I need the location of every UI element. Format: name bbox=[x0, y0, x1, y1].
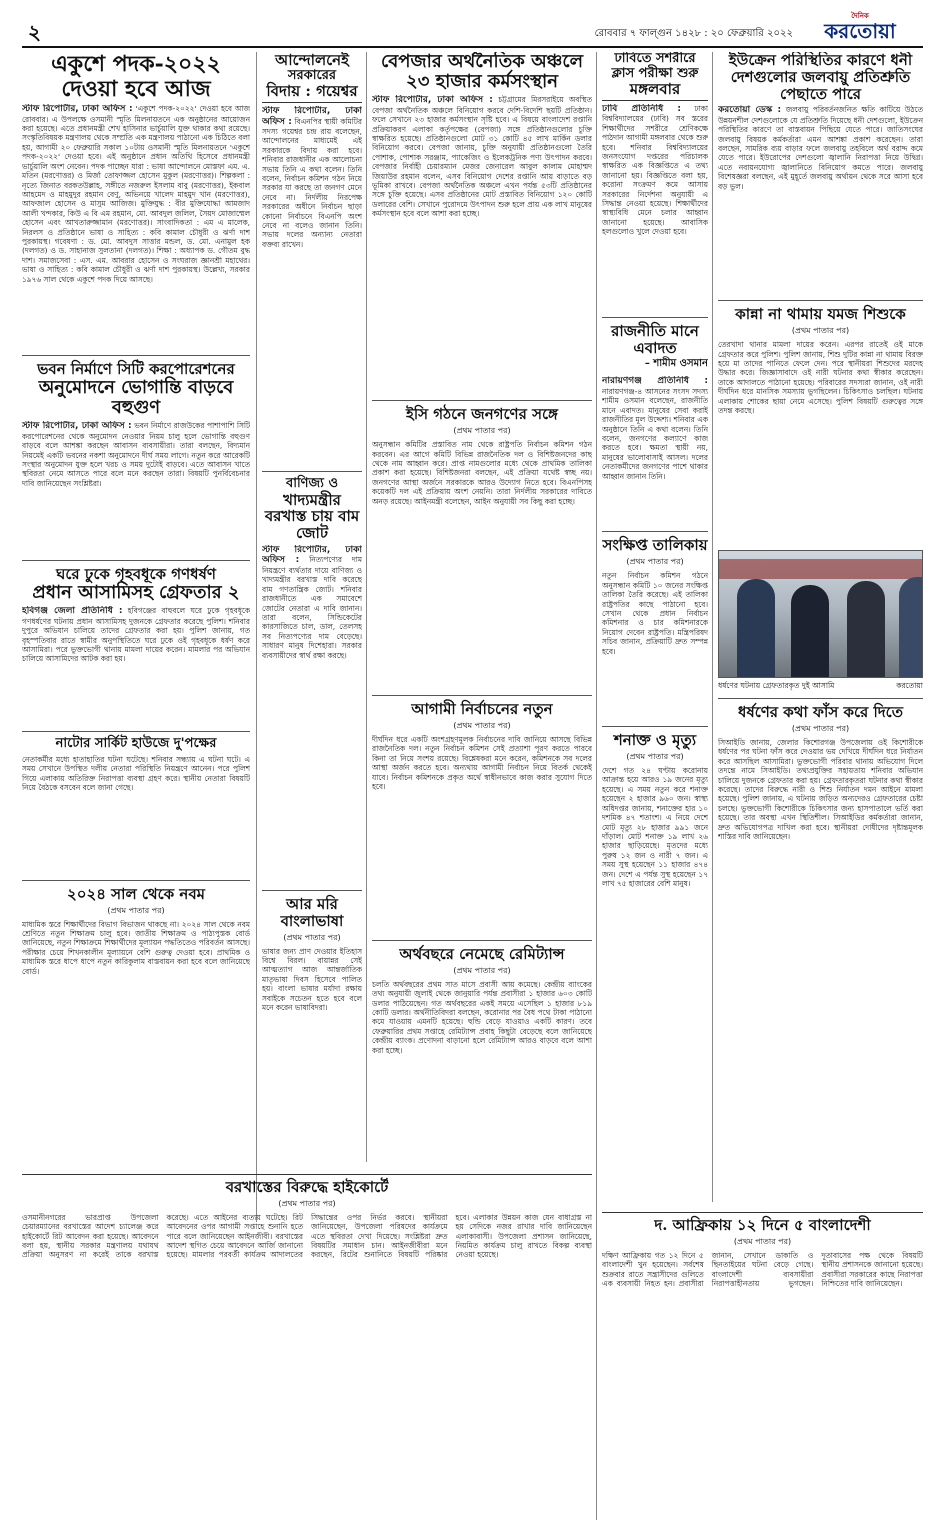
article-body: দীর্ঘদিন ধরে একটি অংশগ্রহণমূলক নির্বাচনের দাবি জানিয়ে আসছে বিভিন্ন রাজনৈতিক দল। নতুন নির্বাচন কমিশন সেই প্রত্যাশা পূরণ করতে পারবে কিনা তা নিয়ে সংশয় রয়েছে। বিশ্লেষকরা মনে করেন, কমিশনকে সব দলের আস্থা অর্জন করতে হবে। অন্যথায় আগামী নির্বাচন নিয়ে বিতর্ক থেকেই যাবে। নির্বাচন কমিশনকে প্রকৃত অর্থে স্বাধীনভাবে কাজ করার সুযোগ দিতে হবে। bbox=[372, 734, 592, 791]
kicker: বাণিজ্য ও bbox=[285, 476, 339, 492]
headline: রাজনীতি মানে এবাদত bbox=[611, 321, 699, 357]
headline: একুশে পদক-২০২২ দেওয়া হবে আজ bbox=[51, 52, 221, 102]
byline: স্টাফ রিপোর্টার, ঢাকা অফিস : bbox=[22, 421, 132, 432]
article-text: চট্টগ্রামের মিরসরাইয়ে অবস্থিত বেপজা অর্থনৈতিক অঞ্চলে বিনিয়োগ করবে দেশি-বিদেশি ছয়টি প্রতিষ্ঠান। ফলে সেখানে ২৩ হাজার কর্মসংস্থান সৃষ্টি হবে। এ বিষয়ে বাংলাদেশ রপ্তানি প্রক্রিয়াকরণ এলাকা কর্তৃপক্ষের (বেপজা) সঙ্গে প্রতিষ্ঠানগুলোর চুক্তি স্বাক্ষরিত হয়েছে। প্রতিষ্ঠানগুলো মোট ৩১ কোটি ৪৫ লাখ মার্কিন ডলার বিনিয়োগ করবে। বেপজা জানায়, চুক্তি অনুযায়ী প্রতিষ্ঠানগুলো তৈরি পোশাক, পোশাক সরঞ্জাম, প্যাকেজিং ও ইলেকট্রনিক পণ্য উৎপাদন করবে। বেপজার নির্বাহী চেয়ারম্যান মেজর জেনারেল আবুল কালাম মোহাম্মদ জিয়াউর রহমান বলেন, এসব বিনিয়োগ দেশের রপ্তানি আয় বাড়াতে বড় ভূমিকা রাখবে। বেপজা অর্থনৈতিক অঞ্চলে এখন পর্যন্ত ৫৩টি প্রতিষ্ঠানের সঙ্গে চুক্তি হয়েছে। এসব প্রতিষ্ঠানের মোট প্রস্তাবিত বিনিয়োগ ১২০ কোটি ডলারের বেশি। সেখানে পুরোদমে উৎপাদন শুরু হলে প্রায় এক লাখ মানুষের কর্মসংস্থান হবে বলে আশা করা হচ্ছে। bbox=[372, 95, 592, 219]
article-body: তেরখাদা থানার মামলা দায়ের করেন। এরপর রাতেই ওই মাকে গ্রেফতার করে পুলিশ। পুলিশ জানায়, শিশু দুটির কান্না না থামায় বিরক্ত হয়ে মা তাদের পানিতে ফেলে দেন। পরে স্থানীয়রা শিশুদের মরদেহ উদ্ধার করে। জিজ্ঞাসাবাদে ওই নারী ঘটনার কথা স্বীকার করেছেন। তাকে আদালতে পাঠানো হয়েছে। পরিবারের সদস্যরা জানান, ওই নারী দীর্ঘদিন ধরে মানসিক সমস্যায় ভুগছিলেন। চিকিৎসাও চলছিল। ঘটনায় এলাকায় শোকের ছায়া নেমে এসেছে। পুলিশ বিষয়টি গুরুত্বের সঙ্গে তদন্ত করছে। bbox=[718, 340, 923, 416]
person-figure bbox=[899, 577, 923, 677]
article-remittance bbox=[372, 946, 592, 1162]
article-ec-formation bbox=[372, 406, 592, 690]
logo-small: দৈনিক bbox=[851, 12, 869, 20]
divider bbox=[262, 471, 362, 472]
article-body bbox=[372, 95, 592, 395]
byline: হবিগঞ্জ জেলা প্রতিনিধি : bbox=[22, 606, 123, 617]
article-body: নেতাকর্মীর মধ্যে হাতাহাতির ঘটনা ঘটেছে। শনিবার সন্ধ্যায় এ ঘটনা ঘটে। এ সময় সেখানে উপস্থিত দলীয় নেতারা পরিস্থিতি নিয়ন্ত্রণে আনেন। পরে পুলিশ গিয়ে এলাকায় অতিরিক্ত নিরাপত্তা ব্যবস্থা গ্রহণ করে। স্থানীয় নেতারা বিষয়টি নিয়ে বৈঠকে বসবেন বলে জানা গেছে। bbox=[22, 754, 250, 793]
article-body: নতুন নির্বাচন কমিশন গঠনে অনুসন্ধান কমিটি ১০ জনের সংক্ষিপ্ত তালিকা তৈরি করেছে। এই তালিকা রাষ্ট্রপতির কাছে পাঠানো হবে। সেখান থেকে প্রধান নির্বাচন কমিশনার ও চার কমিশনারকে নিয়োগ দেবেন রাষ্ট্রপতি। মন্ত্রিপরিষদ সচিব জানান, প্রক্রিয়াটি দ্রুত সম্পন্ন হবে। bbox=[602, 571, 708, 656]
kicker: ঢাবিতে সশরীরে bbox=[614, 52, 696, 66]
article-text: ভবন নির্মাণে রাজউকের পাশাপাশি সিটি করপোরেশনের থেকে অনুমোদন নেওয়ার নিয়ম চালু হলে ভোগান্তি বহুগুণ বাড়বে বলে আশঙ্কা করছেন আবাসন ব্যবসায়ীরা। তারা বলছেন, বিদ্যমান নিয়মেই একটি ভবনের নকশা অনুমোদনে দীর্ঘ সময় লাগে। নতুন করে আরেকটি সংস্থার অনুমোদন যুক্ত হলে খরচ ও সময় দুটোই বাড়বে। এতে আবাসন খাতে স্থবিরতা নেমে আসতে পারে বলে মনে করছেন তারা। বিষয়টি পুনর্বিবেচনার দাবি জানিয়েছেন সংশ্লিষ্টরা। bbox=[22, 421, 250, 488]
column-2 bbox=[262, 52, 362, 1162]
bottom-article-south-africa bbox=[602, 1212, 923, 1512]
divider bbox=[602, 531, 708, 532]
continuation-note: (প্রথম পাতার পর) bbox=[107, 905, 165, 915]
headline: ২০২৪ সাল থেকে নবম bbox=[66, 884, 206, 903]
article-body bbox=[602, 376, 708, 526]
person-figure bbox=[791, 585, 829, 677]
article-rape-case bbox=[718, 704, 923, 1078]
divider bbox=[602, 726, 708, 727]
divider bbox=[22, 880, 250, 881]
article-body: দেশে গত ২৪ ঘণ্টায় করোনায় আক্রান্ত হয়ে আরও ১৯ জনের মৃত্যু হয়েছে। এ সময় নতুন করে শনাক্ত হয়েছেন ২ হাজার ৯৬০ জন। স্বাস্থ্য অধিদপ্তর জানায়, শনাক্তের হার ১০ দশমিক ৪৭ শতাংশ। এ নিয়ে দেশে মোট মৃত্যু ২৮ হাজার ৯৯১ জনে দাঁড়াল। মোট শনাক্ত ১৯ লাখ ২৬ হাজার ছাড়িয়েছে। মৃতদের মধ্যে পুরুষ ১২ জন ও নারী ৭ জন। এ সময় সুস্থ হয়েছেন ১১ হাজার ৪৭৪ জন। দেশে এ পর্যন্ত সুস্থ হয়েছেন ১৭ লাখ ৭৫ হাজারের বেশি মানুষ। bbox=[602, 766, 708, 888]
divider bbox=[22, 731, 250, 732]
column-divider bbox=[366, 52, 367, 1162]
article-natore bbox=[22, 737, 250, 875]
date-line: রোববার ৭ ফাল্গুন ১৪২৮ : ২০ ফেব্রুয়ারি ২০২২ bbox=[594, 28, 793, 39]
byline: করতোয়া ডেস্ক : bbox=[718, 105, 782, 116]
article-next-election bbox=[372, 701, 592, 935]
article-body: দক্ষিণ আফ্রিকায় গত ১২ দিনে ৫ বাংলাদেশী খুন হয়েছেন। সর্বশেষ শুক্রবার রাতে সন্ত্রাসীদের গুলিতে এক ব্যবসায়ী নিহত হন। প্রবাসীরা জানান, সেখানে ডাকাতি ও ছিনতাইয়ের ঘটনা বেড়ে গেছে। বাংলাদেশী ব্যবসায়ীরা নিরাপত্তাহীনতায় ভুগছেন। দূতাবাসের পক্ষ থেকে বিষয়টি স্থানীয় প্রশাসনকে জানানো হয়েছে। প্রবাসীরা সরকারের কাছে নিরাপত্তা নিশ্চিতের দাবি জানিয়েছেন। bbox=[602, 1250, 923, 1289]
headline: মঙ্গলবার bbox=[602, 81, 708, 101]
byline: স্টাফ রিপোর্টার, ঢাকা অফিস : bbox=[372, 95, 493, 106]
byline: স্টাফ রিপোর্টার, ঢাকা অফিস : bbox=[262, 545, 362, 566]
article-body bbox=[602, 104, 708, 312]
divider bbox=[262, 890, 362, 891]
divider bbox=[718, 300, 923, 301]
logo-big: করতোয়া bbox=[824, 19, 896, 43]
continuation-note: (প্রথম পাতার পর) bbox=[791, 723, 850, 733]
article-left-alliance bbox=[262, 477, 362, 885]
divider bbox=[718, 698, 923, 699]
headline: বেপজার অর্থনৈতিক অঞ্চলে ২৩ হাজার কর্মসংস্থান bbox=[380, 52, 584, 93]
article-text: বিএনপির স্থায়ী কমিটির সদস্য গয়েশ্বর চন্দ্র রায় বলেছেন, আন্দোলনের মাধ্যমেই এই সরকারকে বিদায় করা হবে। শনিবার রাজধানীর এক আলোচনা সভায় তিনি এ কথা বলেন। তিনি বলেন, নির্বাচন কমিশন গঠন নিয়ে সরকার যা করছে তা জনগণ মেনে নেবে না। নির্দলীয় নিরপেক্ষ সরকারের অধীনে নির্বাচন ছাড়া কোনো নির্বাচনে বিএনপি অংশ নেবে না বলেও জানান তিনি। সভায় দলের অন্যান্য নেতারা বক্তব্য রাখেন। bbox=[262, 116, 362, 249]
column-4 bbox=[602, 52, 708, 1202]
headline: দ. আফ্রিকায় ১২ দিনে ৫ বাংলাদেশী bbox=[654, 1216, 871, 1234]
column-5 bbox=[718, 52, 923, 1202]
continuation-note: (প্রথম পাতার পর) bbox=[453, 426, 511, 436]
article-text: নারায়ণগঞ্জ-৪ আসনের সংসদ সদস্য শামীম ওসমান বলেছেন, রাজনীতি মানে এবাদত। মানুষের সেবা করাই রাজনীতির মূল উদ্দেশ্য। শনিবার এক অনুষ্ঠানে তিনি এ কথা বলেন। তিনি বলেন, জনগণের কল্যাণে কাজ করতে হবে। ক্ষমতা স্থায়ী নয়, মানুষের ভালোবাসাই আসল। দলের নেতাকর্মীদের জনগণের পাশে থাকার আহ্বান জানান তিনি। bbox=[602, 386, 708, 481]
headline: ইউক্রেন পরিস্থিতির কারণে ধনী দেশগুলোর জলবায়ু প্রতিশ্রুতি পেছাতে পারে bbox=[728, 52, 913, 103]
column-divider bbox=[596, 52, 597, 1520]
article-class-nine bbox=[22, 886, 250, 1130]
divider bbox=[22, 355, 250, 356]
kicker-2: ক্লাস পরীক্ষা শুরু bbox=[611, 65, 699, 81]
kicker: ঘরে ঢুকে গৃহবধূকে গণধর্ষণ bbox=[56, 565, 216, 584]
kicker-2: সরকারের bbox=[287, 67, 337, 83]
continuation-note: (প্রথম পাতার পর) bbox=[626, 752, 684, 762]
article-body bbox=[22, 421, 250, 555]
divider bbox=[372, 400, 592, 401]
continuation-note: (প্রথম পাতার পর) bbox=[453, 965, 511, 975]
article-shortlist bbox=[602, 537, 708, 721]
article-bangla-language bbox=[262, 896, 362, 1097]
divider bbox=[372, 940, 592, 941]
article-body: সিআইডি জানায়, জেলার কিশোরগঞ্জ উপজেলায় ওই কিশোরীকে ধর্ষণের পর ঘটনা ফাঁস করে দেওয়ার ভয় দেখিয়ে দীর্ঘদিন ধরে নির্যাতন করে আসছিল আসামিরা। ভুক্তভোগী পরিবার থানায় অভিযোগ দিলে তদন্তে নামে সিআইডি। তথ্যপ্রযুক্তির সহায়তায় শনিবার অভিযান চালিয়ে দুজনকে গ্রেফতার করা হয়। গ্রেফতারকৃতরা ঘটনার কথা স্বীকার করেছে। তাদের বিরুদ্ধে নারী ও শিশু নির্যাতন দমন আইনে মামলা হয়েছে। পুলিশ জানায়, এ ঘটনায় জড়িত অন্যদেরও গ্রেফতারের চেষ্টা চলছে। ভুক্তভোগী কিশোরীকে চিকিৎসার জন্য হাসপাতালে ভর্তি করা হয়েছে। তার অবস্থা এখন স্থিতিশীল। সিআইডির কর্মকর্তারা জানান, দ্রুত অভিযোগপত্র দাখিল করা হবে। স্থানীয়রা দোষীদের দৃষ্টান্তমূলক শাস্তির দাবি জানিয়েছেন। bbox=[718, 737, 923, 842]
article-body bbox=[22, 606, 250, 726]
news-photo-arrested bbox=[718, 550, 923, 678]
photo-banner bbox=[719, 559, 922, 579]
headline: প্রধান আসামিসহ গ্রেফতার ২ bbox=[32, 582, 240, 604]
photo-credit: করতোয়া bbox=[896, 681, 923, 691]
headline: সংক্ষিপ্ত তালিকায় bbox=[602, 536, 708, 555]
article-shamim-osman bbox=[602, 323, 708, 527]
person-figure bbox=[847, 581, 885, 677]
headline: ইসি গঠনে জনগণের সঙ্গে bbox=[406, 405, 558, 424]
article-body bbox=[718, 105, 923, 295]
kicker: ভবন নির্মাণে সিটি করপোরেশনের bbox=[37, 360, 235, 379]
article-text: নিত্যপণ্যের দাম নিয়ন্ত্রণে ব্যর্থতার দায়ে বাণিজ্য ও খাদ্যমন্ত্রীর বরখাস্ত দাবি করেছে বাম গণতান্ত্রিক জোট। শনিবার রাজধানীতে এক সমাবেশে জোটের নেতারা এ দাবি জানান। তারা বলেন, সিন্ডিকেটের কারসাজিতে চাল, ডাল, তেলসহ সব নিত্যপণ্যের দাম বেড়েছে। সাধারণ মানুষ দিশেহারা। সরকার ব্যবসায়ীদের স্বার্থ রক্ষা করছে। bbox=[262, 555, 362, 660]
divider bbox=[372, 695, 592, 696]
article-du-classes bbox=[602, 52, 708, 312]
caption-text: ধর্ষণের ঘটনায় গ্রেফতারকৃত দুই আসামি bbox=[718, 681, 835, 691]
article-covid bbox=[602, 732, 708, 1088]
article-building-approval bbox=[22, 361, 250, 555]
article-body: চলতি অর্থবছরের প্রথম সাত মাসে প্রবাসী আয় কমেছে। কেন্দ্রীয় ব্যাংকের তথ্য অনুযায়ী জুলাই থেকে জানুয়ারি পর্যন্ত প্রবাসীরা ১ হাজার ৬০৩ কোটি ডলার পাঠিয়েছেন। গত অর্থবছরের একই সময়ে এসেছিল ১ হাজার ৮১৯ কোটি ডলার। অর্থনীতিবিদরা বলছেন, করোনার পর বৈধ পথে টাকা পাঠানো কমে যাওয়ায় এমনটি হয়েছে। হুন্ডি বেড়ে যাওয়াও একটি কারণ। তবে ফেব্রুয়ারির প্রথম সপ্তাহে রেমিট্যান্স প্রবাহ কিছুটা বেড়েছে বলে জানিয়েছে কেন্দ্রীয় ব্যাংক। প্রণোদনা বাড়ানো হলে রেমিট্যান্স আরও বাড়বে বলে আশা করা হচ্ছে। bbox=[372, 979, 592, 1055]
column-divider bbox=[256, 52, 257, 1222]
masthead bbox=[22, 12, 923, 48]
article-body: অনুসন্ধান কমিটির প্রস্তাবিত নাম থেকে রাষ্ট্রপতি নির্বাচন কমিশন গঠন করবেন। এর আগে কমিটি বিভিন্ন রাজনৈতিক দল ও বিশিষ্টজনদের কাছ থেকে নাম আহ্বান করে। প্রাপ্ত নামগুলোর মধ্যে থেকে প্রাথমিক তালিকা প্রকাশ করা হয়েছে। বিশিষ্টজনরা বলছেন, এই প্রক্রিয়া যথেষ্ট স্বচ্ছ নয়। জনগণের আস্থা অর্জনে সরকারকে আরও উদ্যোগ নিতে হবে। বিএনপিসহ কয়েকটি দল এই প্রক্রিয়ায় অংশ নেয়নি। তারা নির্দলীয় সরকারের দাবিতে অনড় রয়েছে। আইনমন্ত্রী বলেছেন, আইন অনুযায়ী সব কিছু করা হচ্ছে। bbox=[372, 440, 592, 506]
byline: ঢাবি প্রতিনিধি : bbox=[602, 103, 681, 114]
article-body: ওসমানীনগরের ভারপ্রাপ্ত উপজেলা চেয়ারম্যানের বরখাস্তের আদেশ চ্যালেঞ্জ করে হাইকোর্টে রিট আবেদন করা হয়েছে। আবেদনে বলা হয়, স্থানীয় সরকার মন্ত্রণালয় যথাযথ প্রক্রিয়া অনুসরণ না করেই তাকে বরখাস্ত করেছে। এতে আইনের ব্যত্যয় ঘটেছে। রিট আবেদনের ওপর আগামী সপ্তাহে শুনানি হতে পারে বলে জানিয়েছেন আইনজীবী। বরখাস্তের আদেশ স্থগিত চেয়ে আবেদনে আর্জি জানানো হয়েছে। মামলার পরবর্তী কার্যক্রম আদালতের সিদ্ধান্তের ওপর নির্ভর করবে। স্থানীয়রা জানিয়েছেন, উপজেলা পরিষদের কার্যক্রমে এতে স্থবিরতা দেখা দিয়েছে। সংশ্লিষ্টরা দ্রুত বিষয়টির সমাধান চান। আইনজীবীরা মনে করছেন, রিটের শুনানিতে বিষয়টি পরিষ্কার হবে। এলাকার উন্নয়ন কাজ যেন বাধাগ্রস্ত না হয় সেদিকে নজর রাখার দাবি জানিয়েছেন এলাকাবাসী। উপজেলা প্রশাসন জানিয়েছে, নিয়মিত কার্যক্রম চালু রাখতে বিকল্প ব্যবস্থা নেওয়া হয়েছে। bbox=[22, 1212, 592, 1260]
article-body bbox=[262, 106, 362, 466]
headline: অর্থবছরে নেমেছে রেমিট্যান্স bbox=[399, 944, 565, 963]
continuation-note: (প্রথম পাতার পর) bbox=[453, 720, 511, 730]
bottom-article-highcourt bbox=[22, 1174, 592, 1514]
continuation-note: (প্রথম পাতার পর) bbox=[278, 1198, 336, 1208]
article-goyeshwar bbox=[262, 52, 362, 466]
article-arrest bbox=[22, 566, 250, 726]
divider bbox=[22, 560, 250, 561]
article-body bbox=[262, 545, 362, 885]
byline: নারায়ণগঞ্জ প্রতিনিধি : bbox=[602, 376, 708, 387]
headline: কান্না না থামায় যমজ শিশুকে bbox=[735, 305, 906, 324]
headline: আর মরি বাংলাভাষা bbox=[280, 895, 344, 930]
column-grid bbox=[22, 52, 923, 1508]
headline: নাটোর সার্কিট হাউজে দু'পক্ষের bbox=[55, 736, 217, 752]
column-divider bbox=[712, 52, 713, 1202]
article-text: 'একুশে পদক-২০২২' দেওয়া হবে আজ রোববার। এ উপলক্ষে ওসমানী স্মৃতি মিলনায়তনে এক অনুষ্ঠানের আয়োজন করা হয়েছে। এতে প্রধানমন্ত্রী শেখ হাসিনার ভার্চুয়ালি যুক্ত থাকার কথা রয়েছে। সংস্কৃতিবিষয়ক মন্ত্রণালয় থেকে সম্প্রতি এক মন্ত্রণালয় পাঠানো এক চিঠিতে বলা হয়, আগামী ২০ ফেব্রুয়ারি সকাল ১০টায় ওসমানী স্মৃতি মিলনায়তনে 'একুশে পদক-২০২২' দেওয়া হবে। এই অনুষ্ঠানে প্রধান অতিথি হিসেবে প্রধানমন্ত্রী ভার্চুয়ালি অংশ নেবেন। পদক পাচ্ছেন যারা : ভাষা আন্দোলনে মোস্তফা এম. এ. মতিন (মরণোত্তর) ও মির্জা তোফাজ্জল হোসেন মুকুল (মরণোত্তর)। শিল্পকলা : নৃত্যে জিনাত বরকতউল্লাহ, সঙ্গীতে নজরুল ইসলাম বাবু (মরণোত্তর), ইকবাল আহমেদ ও মাহমুদুর রহমান বেণু, অভিনয়ে খালেদ মাহমুদ খান (মরণোত্তর), আফজাল হোসেন ও মাসুম আজিজ। মুক্তিযুদ্ধ : বীর মুক্তিযোদ্ধা আমজাদ আলী খন্দকার, কিউ এ বি এম রহমান, মো. আবদুল জলিল, সৈয়দ মোজাম্মেল হোসেন এবং আখতারুজ্জামান (মরণোত্তর)। সাংবাদিকতা : এম এ মালেক, নিরলস ও প্রতিষ্ঠানে ভাষা ও সাহিত্য : কবি কামাল চৌধুরী ও ঝর্ণা দাশ পুরকায়স্থ। গবেষণা : ড. মো. আবদুস সাত্তার মন্ডল, ড. মো. এনামুল হক (দলগত) ও ড. সাহানাজ সুলতানা (দলগত)। শিক্ষা : অধ্যাপক ড. গৌতম বুদ্ধ দাশ। সমাজসেবা : এস. এম. আবরার হোসেন ও সংঘরাজ জ্ঞানশ্রী মহাথের। ভাষা ও সাহিত্য : কবি কামাল চৌধুরী ও ঝর্ণা দাশ পুরকায়স্থ। উল্লেখ্য, সরকার ১৯৭৬ সাল থেকে একুশে পদক দিয়ে আসছে। bbox=[22, 104, 250, 284]
headline: ধর্ষণের কথা ফাঁস করে দিতে bbox=[738, 703, 903, 722]
column-3 bbox=[372, 52, 592, 1162]
article-twin-children bbox=[718, 306, 923, 550]
byline: স্টাফ রিপোর্টার, ঢাকা অফিস : bbox=[22, 104, 133, 115]
quote-author: – শামীম ওসমান bbox=[644, 358, 708, 370]
headline: শনাক্ত ও মৃত্যু bbox=[613, 731, 697, 750]
article-text: জলবায়ু পরিবর্তনজনিত ক্ষতি কাটিয়ে উঠতে উন্নয়নশীল দেশগুলোকে যে প্রতিশ্রুতি দিয়েছে ধনী দেশগুলো, ইউক্রেন পরিস্থিতির কারণে তা বাস্তবায়ন পিছিয়ে যেতে পারে। জাতিসংঘের জলবায়ু বিষয়ক কর্মকর্তারা এমন আশঙ্কা প্রকাশ করেছেন। তারা বলছেন, সামরিক ব্যয় বাড়ার ফলে জলবায়ু তহবিলে অর্থ বরাদ্দ কমে যেতে পারে। ইউরোপের দেশগুলো জ্বালানি নিরাপত্তা নিয়ে উদ্বিগ্ন। এতে নবায়নযোগ্য জ্বালানিতে বিনিয়োগ কমতে পারে। জলবায়ু বিশেষজ্ঞরা বলছেন, এই মুহূর্তে জলবায়ু অর্থায়ন থেকে সরে আসা হবে বড় ভুল। bbox=[718, 105, 923, 191]
article-ukraine-climate bbox=[718, 52, 923, 295]
page-number: ২ bbox=[28, 20, 42, 44]
continuation-note: (প্রথম পাতার পর) bbox=[283, 932, 341, 942]
byline: স্টাফ রিপোর্টার, ঢাকা অফিস : bbox=[262, 106, 362, 127]
article-ekushey-padak bbox=[22, 52, 250, 350]
divider bbox=[602, 317, 708, 318]
photo-caption bbox=[718, 681, 923, 693]
article-bepza bbox=[372, 52, 592, 395]
article-body: ভাষার জন্য প্রাণ দেওয়ার ইতিহাস বিশ্বে বিরল। বায়ান্নর সেই আত্মত্যাগ আজ আন্তর্জাতিক মাতৃভাষা দিবস হিসেবে পালিত হয়। বাংলা ভাষার মর্যাদা রক্ষায় সবাইকে সচেতন হতে হবে বলে মনে করেন ভাষাবিদরা। bbox=[262, 946, 362, 1013]
continuation-note: (প্রথম পাতার পর) bbox=[733, 1236, 792, 1246]
column-1 bbox=[22, 52, 250, 1224]
article-text: হবিগঞ্জের বাহুবলে ঘরে ঢুকে গৃহবধূকে গণধর্ষণের ঘটনায় প্রধান আসামিসহ দুজনকে গ্রেফতার করেছে পুলিশ। শনিবার দুপুরে অভিযান চালিয়ে তাদের গ্রেফতার করা হয়। পুলিশ জানায়, গত বৃহস্পতিবার রাতে স্বামীর অনুপস্থিতিতে ঘরে ঢুকে ওই গৃহবধূকে ধর্ষণ করে আসামিরা। পরে ভুক্তভোগী থানায় মামলা দায়ের করেন। মামলার পর অভিযান চালিয়ে আসামিদের আটক করা হয়। bbox=[22, 606, 250, 664]
headline: খাদ্যমন্ত্রীর বরখাস্ত চায় বাম জোট bbox=[264, 490, 360, 543]
person-figure bbox=[737, 579, 775, 677]
kicker: আন্দোলনেই bbox=[275, 52, 349, 69]
headline: বিদায় : গয়েশ্বর bbox=[262, 83, 362, 103]
continuation-note: (প্রথম পাতার পর) bbox=[626, 557, 684, 567]
headline: অনুমোদনে ভোগান্তি বাড়বে বহুগুণ bbox=[38, 377, 234, 419]
article-body bbox=[22, 104, 250, 350]
headline: আগামী নির্বাচনের নতুন bbox=[411, 700, 553, 719]
headline: বরখাস্তের বিরুদ্ধে হাইকোর্টে bbox=[225, 1178, 389, 1196]
continuation-note: (প্রথম পাতার পর) bbox=[791, 326, 850, 336]
article-text: ঢাকা বিশ্ববিদ্যালয়ের (ঢাবি) সব স্তরের শিক্ষার্থীদের সশরীরে শ্রেণিকক্ষে পাঠদান আগামী মঙ্গলবার থেকে শুরু হবে। শনিবার বিশ্ববিদ্যালয়ের জনসংযোগ দপ্তরের পরিচালক স্বাক্ষরিত এক বিজ্ঞপ্তিতে এ তথ্য জানানো হয়। বিজ্ঞপ্তিতে বলা হয়, করোনা সংক্রমণ কমে আসায় সরকারের নির্দেশনা অনুযায়ী এ সিদ্ধান্ত নেওয়া হয়েছে। শিক্ষার্থীদের স্বাস্থ্যবিধি মেনে চলার আহ্বান জানানো হয়েছে। আবাসিক হলগুলোও খুলে দেওয়া হবে। bbox=[602, 103, 708, 237]
newspaper-logo bbox=[799, 12, 921, 44]
article-body: মাধ্যমিক স্তরে শিক্ষার্থীদের বিভাগ বিভাজন থাকছে না। ২০২৪ সাল থেকে নবম শ্রেণিতে নতুন শিক্ষাক্রম চালু হবে। জাতীয় শিক্ষাক্রম ও পাঠ্যপুস্তক বোর্ড জানিয়েছে, নতুন শিক্ষাক্রমে শিক্ষার্থীদের মূল্যায়ন পদ্ধতিতেও পরিবর্তন আসছে। পরীক্ষার চেয়ে শিখনকালীন মূল্যায়নে বেশি গুরুত্ব দেওয়া হবে। প্রাথমিক ও মাধ্যমিক স্তরে ধাপে ধাপে নতুন কারিকুলাম বাস্তবায়ন করা হবে বলে জানিয়েছে বোর্ড। bbox=[22, 919, 250, 976]
